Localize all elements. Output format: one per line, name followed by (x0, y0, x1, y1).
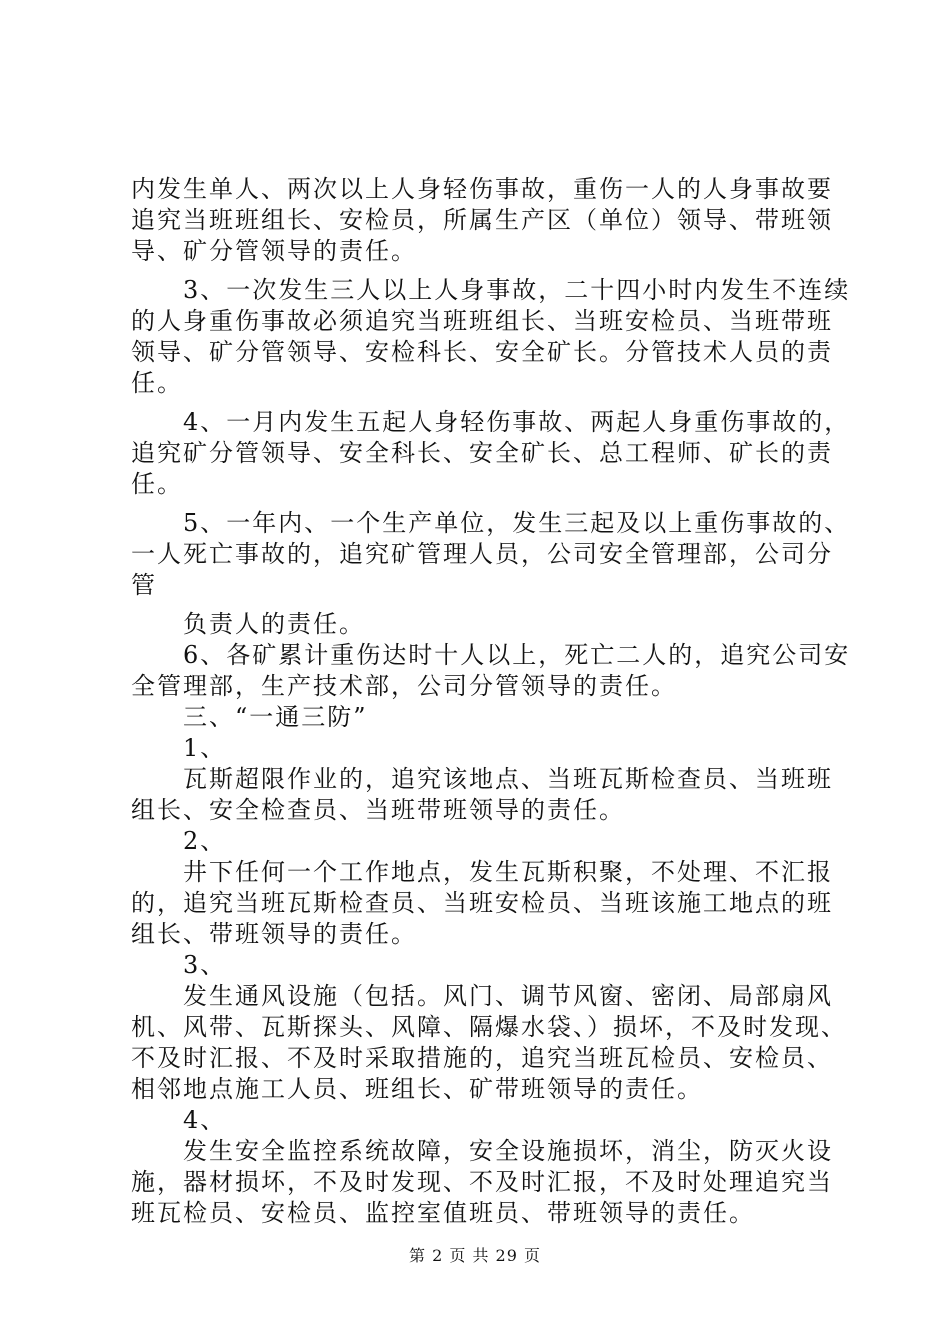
text-line: 3、 (131, 951, 227, 979)
text-line: 组长、安全检查员、当班带班领导的责任。 (131, 796, 625, 824)
text-line: 追究当班班组长、安检员，所属生产区（单位）领导、带班领 (131, 206, 833, 234)
paragraph-gap (131, 267, 831, 275)
text-line: 2、 (131, 827, 227, 855)
text-line: 班瓦检员、安检员、监控室值班员、带班领导的责任。 (131, 1199, 755, 1227)
text-line: 管 (131, 571, 157, 599)
page-footer: 第 2 页 共 29 页 (409, 1246, 541, 1265)
text-line: 瓦斯超限作业的，追究该地点、当班瓦斯检查员、当班班 (131, 765, 833, 793)
text-line: 发生安全监控系统故障，安全设施损坏，消尘，防灭火设 (131, 1137, 833, 1165)
text-line: 内发生单人、两次以上人身轻伤事故，重伤一人的人身事故要 (131, 175, 833, 203)
document-body (131, 174, 851, 1229)
paragraph-gap (131, 399, 831, 407)
text-line: 领导、矿分管领导、安检科长、安全矿长。分管技术人员的责 (131, 338, 833, 366)
text-line: 相邻地点施工人员、班组长、矿带班领导的责任。 (131, 1075, 703, 1103)
text-line: 1、 (131, 734, 227, 762)
paragraph-gap (131, 500, 831, 508)
text-line: 的人身重伤事故必须追究当班班组长、当班安检员、当班带班 (131, 307, 833, 335)
text-line: 4、一月内发生五起人身轻伤事故、两起人身重伤事故的， (131, 408, 851, 436)
text-line: 追究矿分管领导、安全科长、安全矿长、总工程师、矿长的责 (131, 439, 833, 467)
text-line: 3、一次发生三人以上人身事故，二十四小时内发生不连续 (131, 276, 851, 304)
text-line: 施，器材损坏，不及时发现、不及时汇报，不及时处理追究当 (131, 1168, 833, 1196)
text-line: 的，追究当班瓦斯检查员、当班安检员、当班该施工地点的班 (131, 889, 833, 917)
text-line: 导、矿分管领导的责任。 (131, 237, 417, 265)
text-line: 发生通风设施（包括。风门、调节风窗、密闭、局部扇风 (131, 982, 833, 1010)
text-line: 5、一年内、一个生产单位，发生三起及以上重伤事故的、 (131, 509, 851, 537)
text-line: 三、“一通三防” (131, 703, 368, 731)
text-line: 井下任何一个工作地点，发生瓦斯积聚，不处理、不汇报 (131, 858, 833, 886)
text-line: 任。 (131, 470, 183, 498)
paragraph-gap (131, 601, 831, 609)
text-line: 机、风带、瓦斯探头、风障、隔爆水袋、）损坏，不及时发现、 (131, 1013, 847, 1041)
text-line: 负责人的责任。 (131, 610, 365, 638)
text-line: 一人死亡事故的，追究矿管理人员，公司安全管理部，公司分 (131, 540, 833, 568)
text-line: 4、 (131, 1106, 227, 1134)
text-line: 6、各矿累计重伤达时十人以上，死亡二人的，追究公司安 (131, 641, 851, 669)
text-line: 不及时汇报、不及时采取措施的，追究当班瓦检员、安检员、 (131, 1044, 833, 1072)
text-line: 任。 (131, 369, 183, 397)
text-line: 全管理部，生产技术部，公司分管领导的责任。 (131, 672, 677, 700)
text-line: 组长、带班领导的责任。 (131, 920, 417, 948)
